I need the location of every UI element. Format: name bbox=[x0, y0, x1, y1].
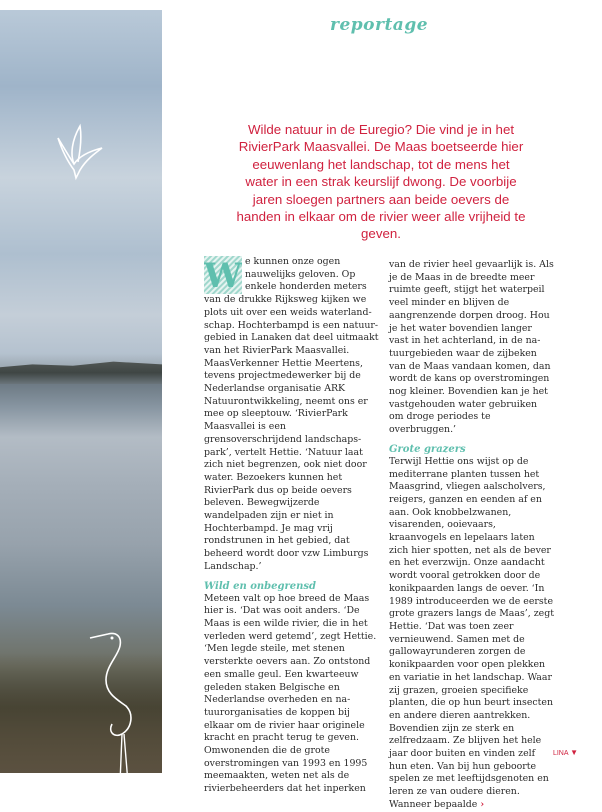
article-paragraph bbox=[389, 456, 554, 812]
article-paragraph: Meteen valt op hoe breed de Maas hier is. ‘Dat was ooit anders. ‘De Maas is een wilde rivier, die in het verleden werd getemd’, zegt Hettie. ‘Men legde steile, met stenen versterkte oevers aan. Zo ontstond een smalle geul. Een kwarteeuw geleden staken Belgische en Nederlandse overheden en natuurorganisaties de koppen bij elkaar om de rivier haar originele kracht en pracht terug te geven. Omwonenden die de grote overstromingen van 1993 en 1995 meemaakten, weten net als de rivierbeheerders dat het inperken bbox=[204, 592, 377, 795]
article-paragraph: van de rivier heel gevaarlijk is. Als je de Maas in de breedte meer ruimte geeft, stijgt het waterpeil veel minder en blijven de aangrenzende dorpen droog. Hou je het water bovendien langer vast in het achterland, in de natuurgebieden waar de zijbeken van de Maas vandaan komen, dan wordt de kans op overstromingen nog kleiner. Bovendien kan je het vastgehouden water gebruiken om droge periodes te overbruggen.’ bbox=[389, 259, 554, 436]
photo-treeline bbox=[0, 356, 162, 384]
heron-icon bbox=[88, 628, 148, 773]
intro-lead: Wilde natuur in de Euregio? Die vind je in het RivierPark Maasvallei. De Maas boetseerde hier eeuwenlang het landschap, tot de mens het water in een strak keurslijf dwong. De voorbije jaren sloegen partners aan beide oevers de handen in elkaar om de rivier weer alle vrijheid te geven. bbox=[236, 122, 526, 242]
article-paragraph-text: Terwijl Hettie ons wijst op de mediterrane planten tussen het Maasgrind, vliegen aalscholvers, reigers, ganzen en eenden af en aan. Ook knobbelzwanen, visarenden, ooievaars, kraanvogels en lepelaars laten zich hier spotten, net als de bever en het everzwijn. Onze aandacht wordt vooral getrokken door de konikpaarden langs de oever. ‘In 1989 introduceerden we de eerste grote grazers langs de Maas’, zegt Hettie. ‘Dat was toen zeer vernieuwend. Samen met de gallowayrunderen zorgen de konikpaarden voor open plekken en variatie in het landschap. Waar zij grazen, groeien specifieke planten, die op hun beurt insecten en andere dieren aantrekken. Bovendien zijn ze sterk en zelfredzaam. Ze blijven het hele jaar door buiten en vinden zelf hun eten. Van bij hun geboorte spelen ze met leeftijdsgenoten en leren ze van oudere dieren. Wanneer bepaalde bbox=[389, 455, 554, 810]
section-tag: reportage bbox=[330, 15, 429, 35]
subheading-wild: Wild en onbegrensd bbox=[204, 580, 317, 592]
lina-logo-icon: ▼ bbox=[570, 748, 578, 757]
continue-arrow-icon: › bbox=[480, 798, 485, 810]
article-column-right bbox=[389, 259, 554, 812]
article-paragraph: e kunnen onze ogen nauwelijks geloven. Op enkele honderden meters van de drukke Rijksweg kijken we plots uit over een weids waterlandschap. Hochterbampd is een natuurgebied in Lanaken dat deel uitmaakt van het RivierPark Maasvallei. MaasVerkenner Hettie Meertens, tevens projectmedewerker bij de Nederlandse organisatie ARK Natuurontwikkeling, neemt ons er mee op sleeptouw. ‘RivierPark Maasvallei is een grensoverschrijdend landschapspark’, vertelt Hettie. ‘Natuur laat zich niet begrenzen, ook niet door water. Bezoekers kunnen het RivierPark dus op beide oevers beleven. Bewegwijzerde wandelpaden zijn er niet in Hochterbampd. Je mag vrij rondstrunen in het gebied, dat beheerd wordt door vzw Limburgs Landschap.’ bbox=[204, 256, 379, 572]
river-landscape-photo bbox=[0, 10, 162, 773]
page-footer bbox=[553, 748, 578, 757]
dropcap-letter bbox=[204, 256, 242, 294]
article-column-left bbox=[204, 256, 379, 796]
subheading-grazers: Grote grazers bbox=[389, 443, 466, 455]
footer-label: LINA bbox=[552, 750, 569, 757]
flying-bird-icon bbox=[50, 118, 110, 188]
dropcap-text: W bbox=[204, 256, 242, 294]
